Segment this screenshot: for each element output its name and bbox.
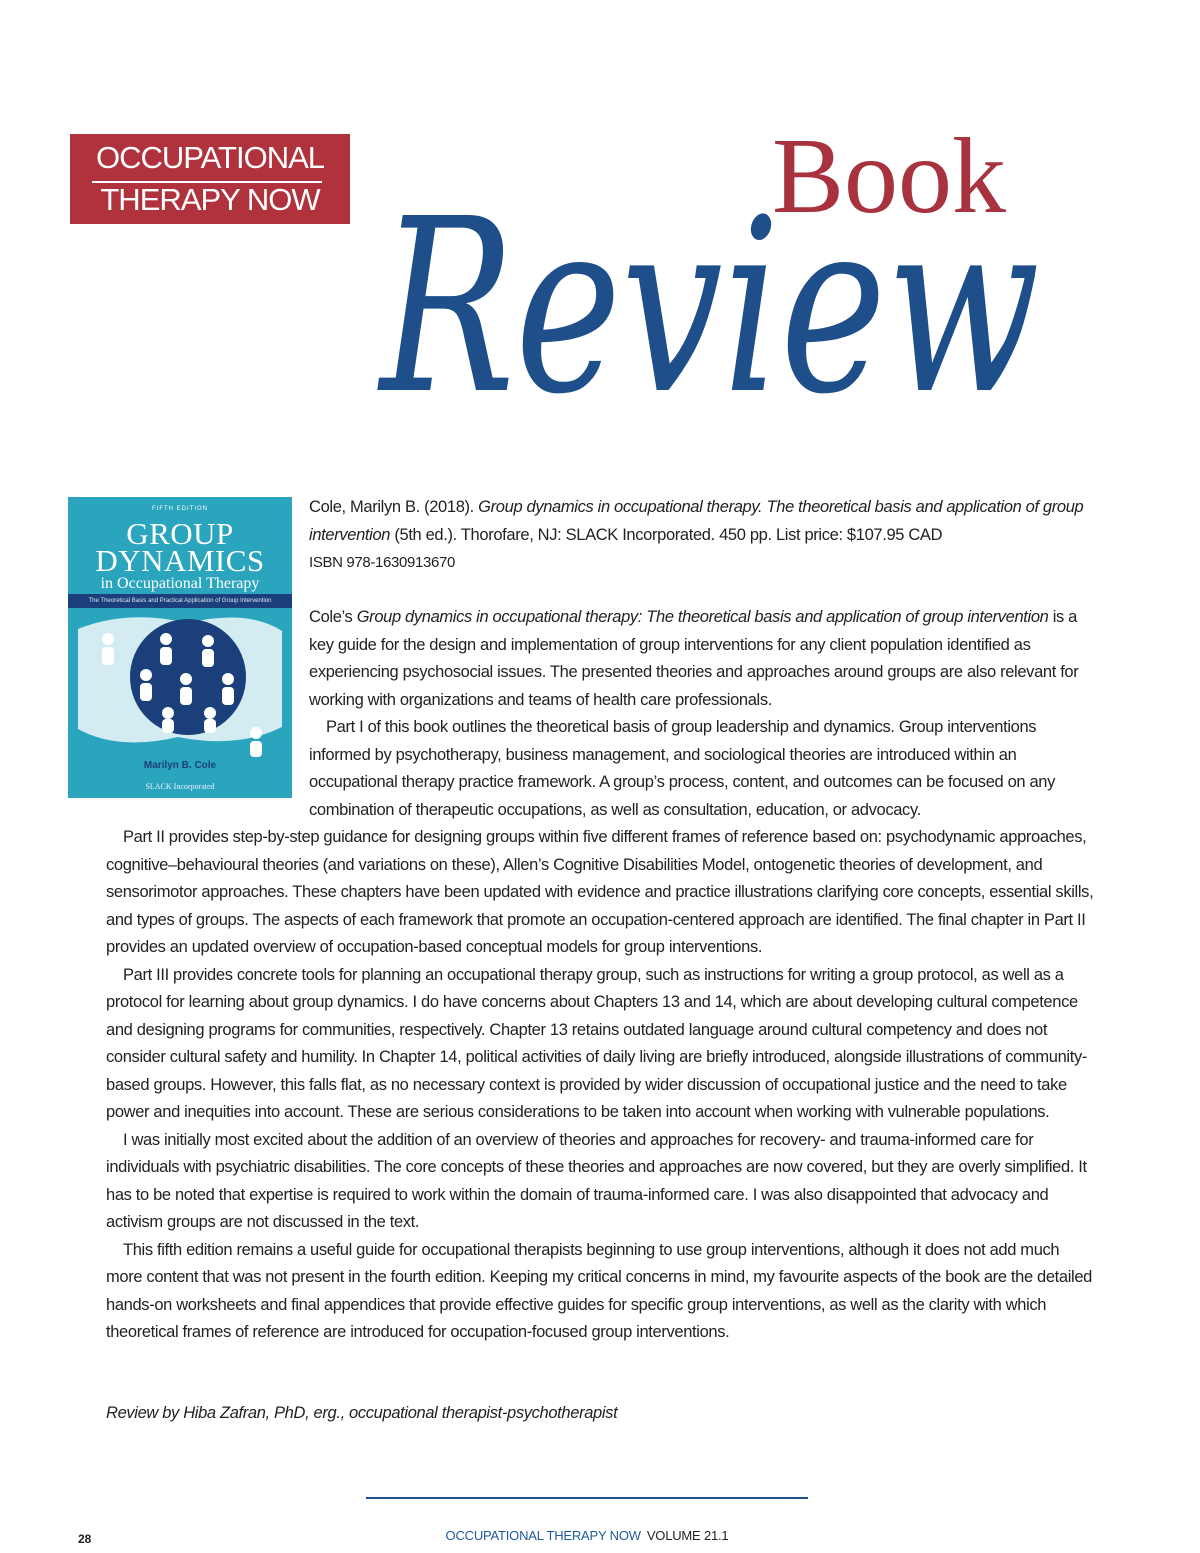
- page-number: 28: [78, 1532, 92, 1546]
- masthead-logo: [70, 134, 350, 224]
- cover-author: Marilyn B. Cole: [143, 760, 217, 771]
- paragraph-6: This fifth edition remains a useful guide for occupational therapists beginning to use group interventions, although it does not add much more content that was not present in the fourth edition. Keeping my critical concerns in mind, my favourite aspects of the book are the detailed hands-on worksheets and final appendices that provide effective guides for specific group interventions, as well as the clarity with which theoretical frames of reference are introduced for occupation-focused group interventions.: [106, 1240, 1092, 1341]
- review-body-lower: [106, 824, 1099, 1347]
- cover-publisher: SLACK Incorporated: [68, 776, 292, 798]
- paragraph-5: I was initially most excited about the addition of an overview of theories and approaches for recovery- and trauma-informed care for individuals with psychiatric disabilities. The core concepts of these theories and approaches are now covered, but they are overly simplified. It has to be noted that expertise is required to work within the domain of trauma-informed care. I was also disappointed that advocacy and activism groups are not discussed in the text.: [106, 1130, 1087, 1231]
- paragraph-1-prefix: Cole’s: [309, 608, 353, 626]
- citation-details: (5th ed.). Thorofare, NJ: SLACK Incorporated. 450 pp. List price: $107.95 CAD: [394, 525, 943, 544]
- review-body-upper: [309, 604, 1099, 824]
- title-word-review: Review: [377, 167, 1040, 447]
- cover-title-line2: DYNAMICS: [95, 543, 265, 578]
- citation-author-year: Cole, Marilyn B. (2018).: [309, 498, 474, 516]
- footer: [366, 1528, 808, 1543]
- masthead-line1: OCCUPATIONAL: [96, 140, 324, 175]
- title-word-book: Book: [772, 117, 1007, 236]
- citation-title: Group dynamics in occupational therapy. The theoretical basis and application of group intervention: [309, 498, 1084, 544]
- paragraph-4: Part III provides concrete tools for planning an occupational therapy group, such as instructions for writing a group protocol, as well as a protocol for learning about group dynamics. I do have concerns about Chapters 13 and 14, which are about developing cultural competence and designing programs for communities, respectively. Chapter 13 retains outdated language around cultural competency and does not consider cultural safety and humility. In Chapter 14, political activities of daily living are briefly introduced, alongside illustrations of community-based groups. However, this falls flat, as no necessary context is provided by wider discussion of occupational justice and the need to take power and inequities into account. These are serious considerations to be taken into account when working with vulnerable populations.: [106, 965, 1087, 1121]
- footer-volume: VOLUME 21.1: [646, 1528, 729, 1543]
- footer-divider: [366, 1497, 808, 1499]
- reviewer-signature: Review by Hiba Zafran, PhD, erg., occupational therapist-psychotherapist: [106, 1404, 618, 1422]
- cover-edition: FIFTH EDITION: [152, 506, 208, 512]
- masthead-line2: THERAPY NOW: [100, 182, 320, 217]
- paragraph-1-title: Group dynamics in occupational therapy: The theoretical basis and application of group intervention: [356, 608, 1049, 626]
- cover-subtitle: The Theoretical Basis and Practical Application of Group Intervention: [68, 594, 292, 608]
- cover-title-line3: in Occupational Therapy: [100, 575, 260, 592]
- citation-isbn: ISBN 978-1630913670: [309, 554, 455, 571]
- paragraph-1-rest: is a key guide for the design and implementation of group interventions for any client population identified as experiencing psychosocial issues. The presented theories and approaches around groups are also relevant for working with organizations and teams of health care professionals.: [309, 608, 1079, 709]
- paragraph-2: Part I of this book outlines the theoretical basis of group leadership and dynamics. Group interventions informed by psychotherapy, business management, and sociological theories are introduced within an occupational therapy practice framework. A group’s process, content, and outcomes can be focused on any combination of therapeutic occupations, as well as consultation, education, or advocacy.: [309, 718, 1056, 819]
- footer-magazine: OCCUPATIONAL THERAPY NOW: [445, 1528, 641, 1543]
- cover-title-line1: GROUP: [126, 516, 234, 551]
- page-title: [360, 100, 1100, 450]
- book-citation: [309, 494, 1089, 577]
- paragraph-3: Part II provides step-by-step guidance for designing groups within five different frames of reference based on: psychodynamic approaches, cognitive–behavioural theories (and variations on these), Allen’s Cognitive Disabilities Model, ontogenetic theories of development, and sensorimotor approaches. These chapters have been updated with evidence and practice illustrations clarifying core concepts, essential skills, and types of groups. The aspects of each framework that promote an occupation-centered approach are identified. The final chapter in Part II provides an updated overview of occupation-based conceptual models for group interventions.: [106, 828, 1094, 956]
- paragraph-1: [309, 604, 1099, 714]
- book-cover: [68, 497, 292, 798]
- cover-illustration: [68, 609, 292, 759]
